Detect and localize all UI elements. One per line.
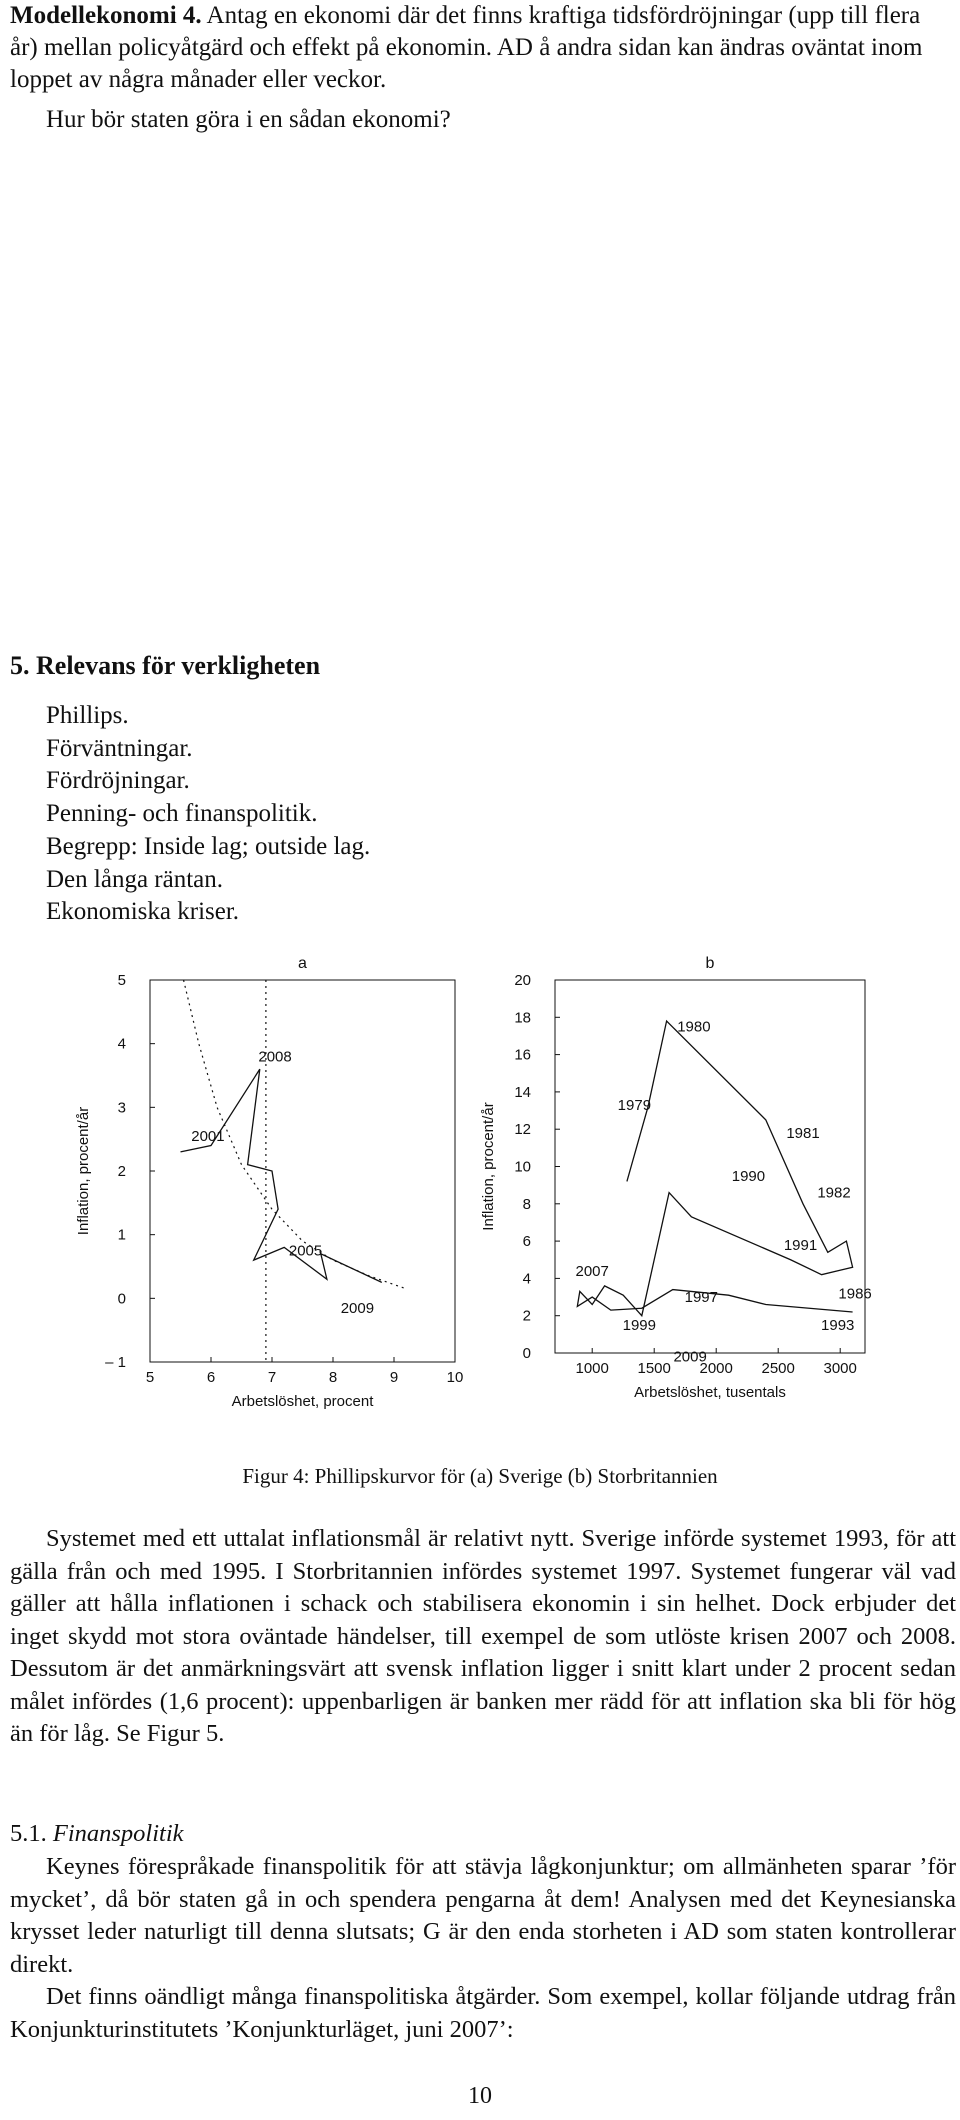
lead-text: Antag en ekonomi där det finns kraftiga tidsfördröjningar (upp till flera år) mellan policyåtgärd och effekt på ekonomin. AD å andra sidan kan ändras oväntat inom loppet av några månader eller veckor. [10, 2, 923, 93]
subsection-title [10, 1818, 184, 1850]
list-item: Förväntningar. [46, 734, 193, 762]
y-tick-label: 12 [514, 1121, 531, 1139]
x-tick-label: 9 [389, 1369, 399, 1386]
list-item: Penning- och finanspolitik. [46, 800, 318, 828]
y-tick-label: 2 [117, 1163, 126, 1180]
subsection-number: 5.1. [10, 1820, 47, 1847]
y-tick-label: 5 [117, 972, 126, 989]
panel-a [75, 955, 463, 1410]
year-label: 1980 [677, 1018, 711, 1036]
paragraph-text: Systemet med ett uttalat inflationsmål är relativt nytt. Sverige införde systemet 1993, för att gälla från och med 1995. I Storbritannien infördes systemet 1997. Systemet fungerar väl vad gäller att hålla inflationen i schack och stabilisera ekonomin i sin helhet. Dock erbjuder det inget skydd mot stora oväntade händelser, till exempel de som utlöste krisen 2007 och 2008. Dessutom är det anmärkningsvärt att svensk inflation ligger i snitt klart under 2 procent sedan målet infördes (1,6 procent): uppenbarligen är banken mer rädd för att inflation ska bli för hög än för låg. Se Figur 5. [10, 1525, 956, 1747]
figure-caption: Figur 4: Phillipskurvor för (a) Sverige (b) Storbritannien [242, 1464, 718, 1488]
panel-b [480, 955, 872, 1401]
y-tick-label: – 1 [105, 1354, 126, 1371]
paragraph-inflation-target [10, 1523, 956, 1751]
x-tick-label: 1500 [637, 1360, 671, 1377]
y-tick-label: 2 [522, 1307, 531, 1325]
lead-question: Hur bör staten göra i en sådan ekonomi? [46, 106, 451, 133]
list-item: Ekonomiska kriser. [46, 898, 240, 926]
y-tick-label: 3 [117, 1099, 126, 1117]
lead-paragraph [10, 0, 945, 96]
x-tick-label: 2000 [699, 1360, 733, 1377]
year-label: 2005 [288, 1242, 323, 1260]
panel-a-xlabel: Arbetslöshet, procent [231, 1393, 374, 1410]
year-label: 2008 [258, 1048, 292, 1066]
x-tick-label: 1000 [575, 1360, 609, 1377]
phillips-figure [0, 950, 960, 1440]
y-tick-label: 16 [514, 1046, 531, 1064]
y-tick-label: 0 [522, 1345, 531, 1362]
panel-b-ylabel: Inflation, procent/år [480, 1102, 497, 1231]
year-label: 1981 [786, 1124, 820, 1142]
year-label: 1982 [817, 1184, 851, 1202]
year-label: 1991 [783, 1236, 818, 1254]
year-label: 2007 [575, 1262, 609, 1280]
y-tick-label: 4 [117, 1035, 126, 1053]
list-item: Fördröjningar. [46, 767, 190, 795]
y-tick-label: 1 [117, 1226, 126, 1244]
series-line [181, 1069, 382, 1282]
y-tick-label: 8 [522, 1195, 531, 1213]
panel-a-frame [150, 980, 455, 1362]
paragraph-keynes [10, 1851, 956, 2046]
y-tick-label: 18 [514, 1009, 531, 1027]
x-tick-label: 8 [328, 1369, 338, 1386]
list-item: Phillips. [46, 702, 129, 729]
panel-a-label: a [298, 955, 307, 972]
y-tick-label: 0 [117, 1290, 126, 1308]
list-item: Begrepp: Inside lag; outside lag. [46, 832, 371, 860]
year-label: 2001 [191, 1127, 225, 1145]
x-tick-label: 10 [446, 1369, 464, 1386]
topic-list [46, 700, 370, 929]
year-label: 1979 [617, 1096, 652, 1114]
year-label: 1990 [731, 1167, 766, 1185]
y-tick-label: 10 [514, 1158, 531, 1176]
y-tick-label: 14 [514, 1083, 531, 1101]
panel-a-ylabel: Inflation, procent/år [75, 1106, 92, 1236]
series-line [577, 1018, 852, 1316]
list-item: Den långa räntan. [46, 865, 224, 893]
page-number: 10 [468, 2083, 492, 2109]
year-label: 2009 [340, 1299, 375, 1317]
year-label: 1993 [821, 1317, 855, 1335]
panel-b-label: b [705, 955, 715, 972]
panel-b-xlabel: Arbetslöshet, tusentals [634, 1384, 786, 1401]
y-tick-label: 4 [522, 1270, 531, 1288]
year-label: 1997 [684, 1289, 719, 1307]
x-tick-label: 2500 [761, 1360, 795, 1377]
year-label: 1999 [622, 1317, 657, 1335]
paragraph-text: Keynes förespråkade finanspolitik för att stävja lågkonjunktur; om allmänheten sparar ’för mycket’, då bör staten gå in och spendera pengarna åt dem! Analysen med det Keynesianska krysset leder naturligt till denna slutsats; G är den enda storheten i AD som staten kontrollerar direkt. [10, 1853, 956, 1978]
year-label: 2009 [673, 1348, 707, 1366]
paragraph-text: Det finns oändligt många finanspolitiska åtgärder. Som exempel, kollar följande utdrag från Konjunkturinstitutets ’Konjunkturläget, juni 2007’: [10, 1983, 956, 2043]
y-tick-label: 20 [514, 972, 531, 989]
subsection-name: Finanspolitik [52, 1820, 184, 1847]
x-tick-label: 3000 [823, 1360, 857, 1377]
lead-heading: Modellekonomi 4. [10, 2, 202, 29]
year-label: 1986 [838, 1285, 872, 1303]
x-tick-label: 5 [145, 1369, 155, 1386]
y-tick-label: 6 [522, 1233, 531, 1251]
x-tick-label: 7 [267, 1369, 277, 1386]
section-title: 5. Relevans för verkligheten [10, 651, 321, 680]
x-tick-label: 6 [206, 1369, 216, 1386]
